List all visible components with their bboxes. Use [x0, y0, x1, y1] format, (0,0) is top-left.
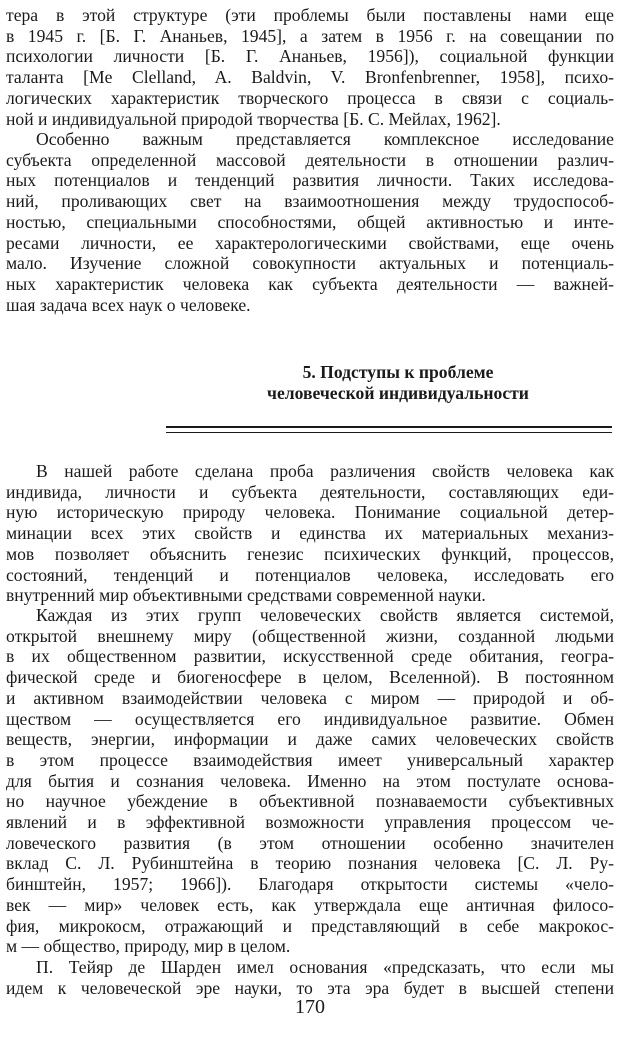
text-line: век — мир» человек есть, как утверждала еще античная филосо-: [6, 894, 614, 915]
text-line: шая задача всех наук о человеке.: [6, 294, 251, 315]
text-line: фия, микрокосм, отражающий и представляющий в себе макрокос-: [6, 915, 614, 936]
text-line: таланта [Me Clelland, A. Baldvin, V. Bronfenbrenner, 1958], психо-: [6, 67, 614, 88]
text-line: для бытия и сознания человека. Именно на этом постулате основа-: [6, 770, 614, 791]
section-heading-line-2: человеческой индивидуальности: [267, 383, 529, 403]
text-line: м — общество, природу, мир в целом.: [6, 936, 291, 957]
section-heading-line-1: 5. Подступы к проблеме: [302, 362, 494, 382]
paragraph-complex-study: [6, 129, 614, 315]
text-line: идем к человеческой эре науки, то эта эра будет в высшей степени: [6, 977, 614, 998]
text-line: В нашей работе сделана проба различения свойств человека как: [36, 461, 614, 481]
text-line: ностью, специальными способностями, общей активностью и инте-: [6, 211, 614, 232]
text-line: Особенно важным представляется комплексное исследование: [36, 129, 614, 149]
text-line: Каждая из этих групп человеческих свойств является системой,: [36, 605, 614, 625]
paragraph-our-work: [6, 461, 614, 606]
text-line: ний, проливающих свет на взаимоотношения между трудоспособ-: [6, 191, 614, 212]
text-line: вклад С. Л. Рубинштейна в теорию познания человека [С. Л. Ру-: [6, 853, 614, 874]
text-line: и активном взаимодействии человека с миром — природой и об-: [6, 687, 614, 708]
text-line: субъекта определенной массовой деятельности в отношении различ-: [6, 149, 614, 170]
text-line: минации всех этих свойств и единства их материальных механиз-: [6, 523, 614, 544]
paragraph-continued: [6, 5, 614, 129]
section-divider-thin: [166, 432, 612, 433]
text-line: веществ, энергии, информации и даже самих человеческих свойств: [6, 729, 614, 750]
text-line: ную историческую природу человека. Понимание социальной детер-: [6, 502, 614, 523]
text-line: в 1945 г. [Б. Г. Ананьев, 1945], а затем в 1956 г. на совещании по: [6, 25, 614, 46]
text-line: П. Тейяр де Шарден имел основания «предсказать, что если мы: [36, 957, 614, 977]
text-line: в их общественном развитии, искусственной среде обитания, геогра-: [6, 646, 614, 667]
text-line: внутренний мир объективными средствами современной науки.: [6, 585, 486, 606]
text-line: логических характеристик творческого процесса в связи с социаль-: [6, 87, 614, 108]
paragraph-teilhard: [6, 957, 614, 998]
text-line: ных потенциалов и тенденций развития личности. Таких исследова-: [6, 170, 614, 191]
text-line: открытой внешнему миру (общественной жизни, созданной людьми: [6, 625, 614, 646]
text-line: в этом процессе взаимодействия имеет универсальный характер: [6, 749, 614, 770]
text-line: индивида, личности и субъекта деятельности, составляющих еди-: [6, 481, 614, 502]
section-divider-thick: [166, 426, 612, 428]
text-line: мало. Изучение сложной совокупности актуальных и потенциаль-: [6, 253, 614, 274]
text-line: ществом — осуществляется его индивидуальное развитие. Обмен: [6, 708, 614, 729]
text-line: тера в этой структуре (эти проблемы были поставлены нами еще: [6, 5, 614, 25]
section-heading: [236, 362, 560, 404]
text-line: ной и индивидуальной природой творчества [Б. С. Мейлах, 1962].: [6, 108, 501, 129]
text-line: но научное убеждение в объективной познаваемости субъективных: [6, 791, 614, 812]
text-line: бинштейн, 1957; 1966]). Благодаря открытости системы «чело-: [6, 874, 614, 895]
text-line: ловеческого развития (в этом отношении особенно значителен: [6, 832, 614, 853]
text-line: явлений и в эффективной возможности управления процессом че-: [6, 812, 614, 833]
text-line: ных характеристик человека как субъекта деятельности — важней-: [6, 273, 614, 294]
text-line: фической среде и биогеносфере в целом, Вселенной). В постоянном: [6, 667, 614, 688]
text-line: психологии личности [Б. Г. Ананьев, 1956]), социальной функции: [6, 46, 614, 67]
text-line: состояний, тенденций и потенциалов человека, исследовать его: [6, 564, 614, 585]
text-line: мов позволяет объяснить генезис психических функций, процессов,: [6, 543, 614, 564]
page-number: 170: [295, 996, 325, 1018]
text-line: ресами личности, ее характерологическими свойствами, еще очень: [6, 232, 614, 253]
paragraph-open-system: [6, 605, 614, 957]
